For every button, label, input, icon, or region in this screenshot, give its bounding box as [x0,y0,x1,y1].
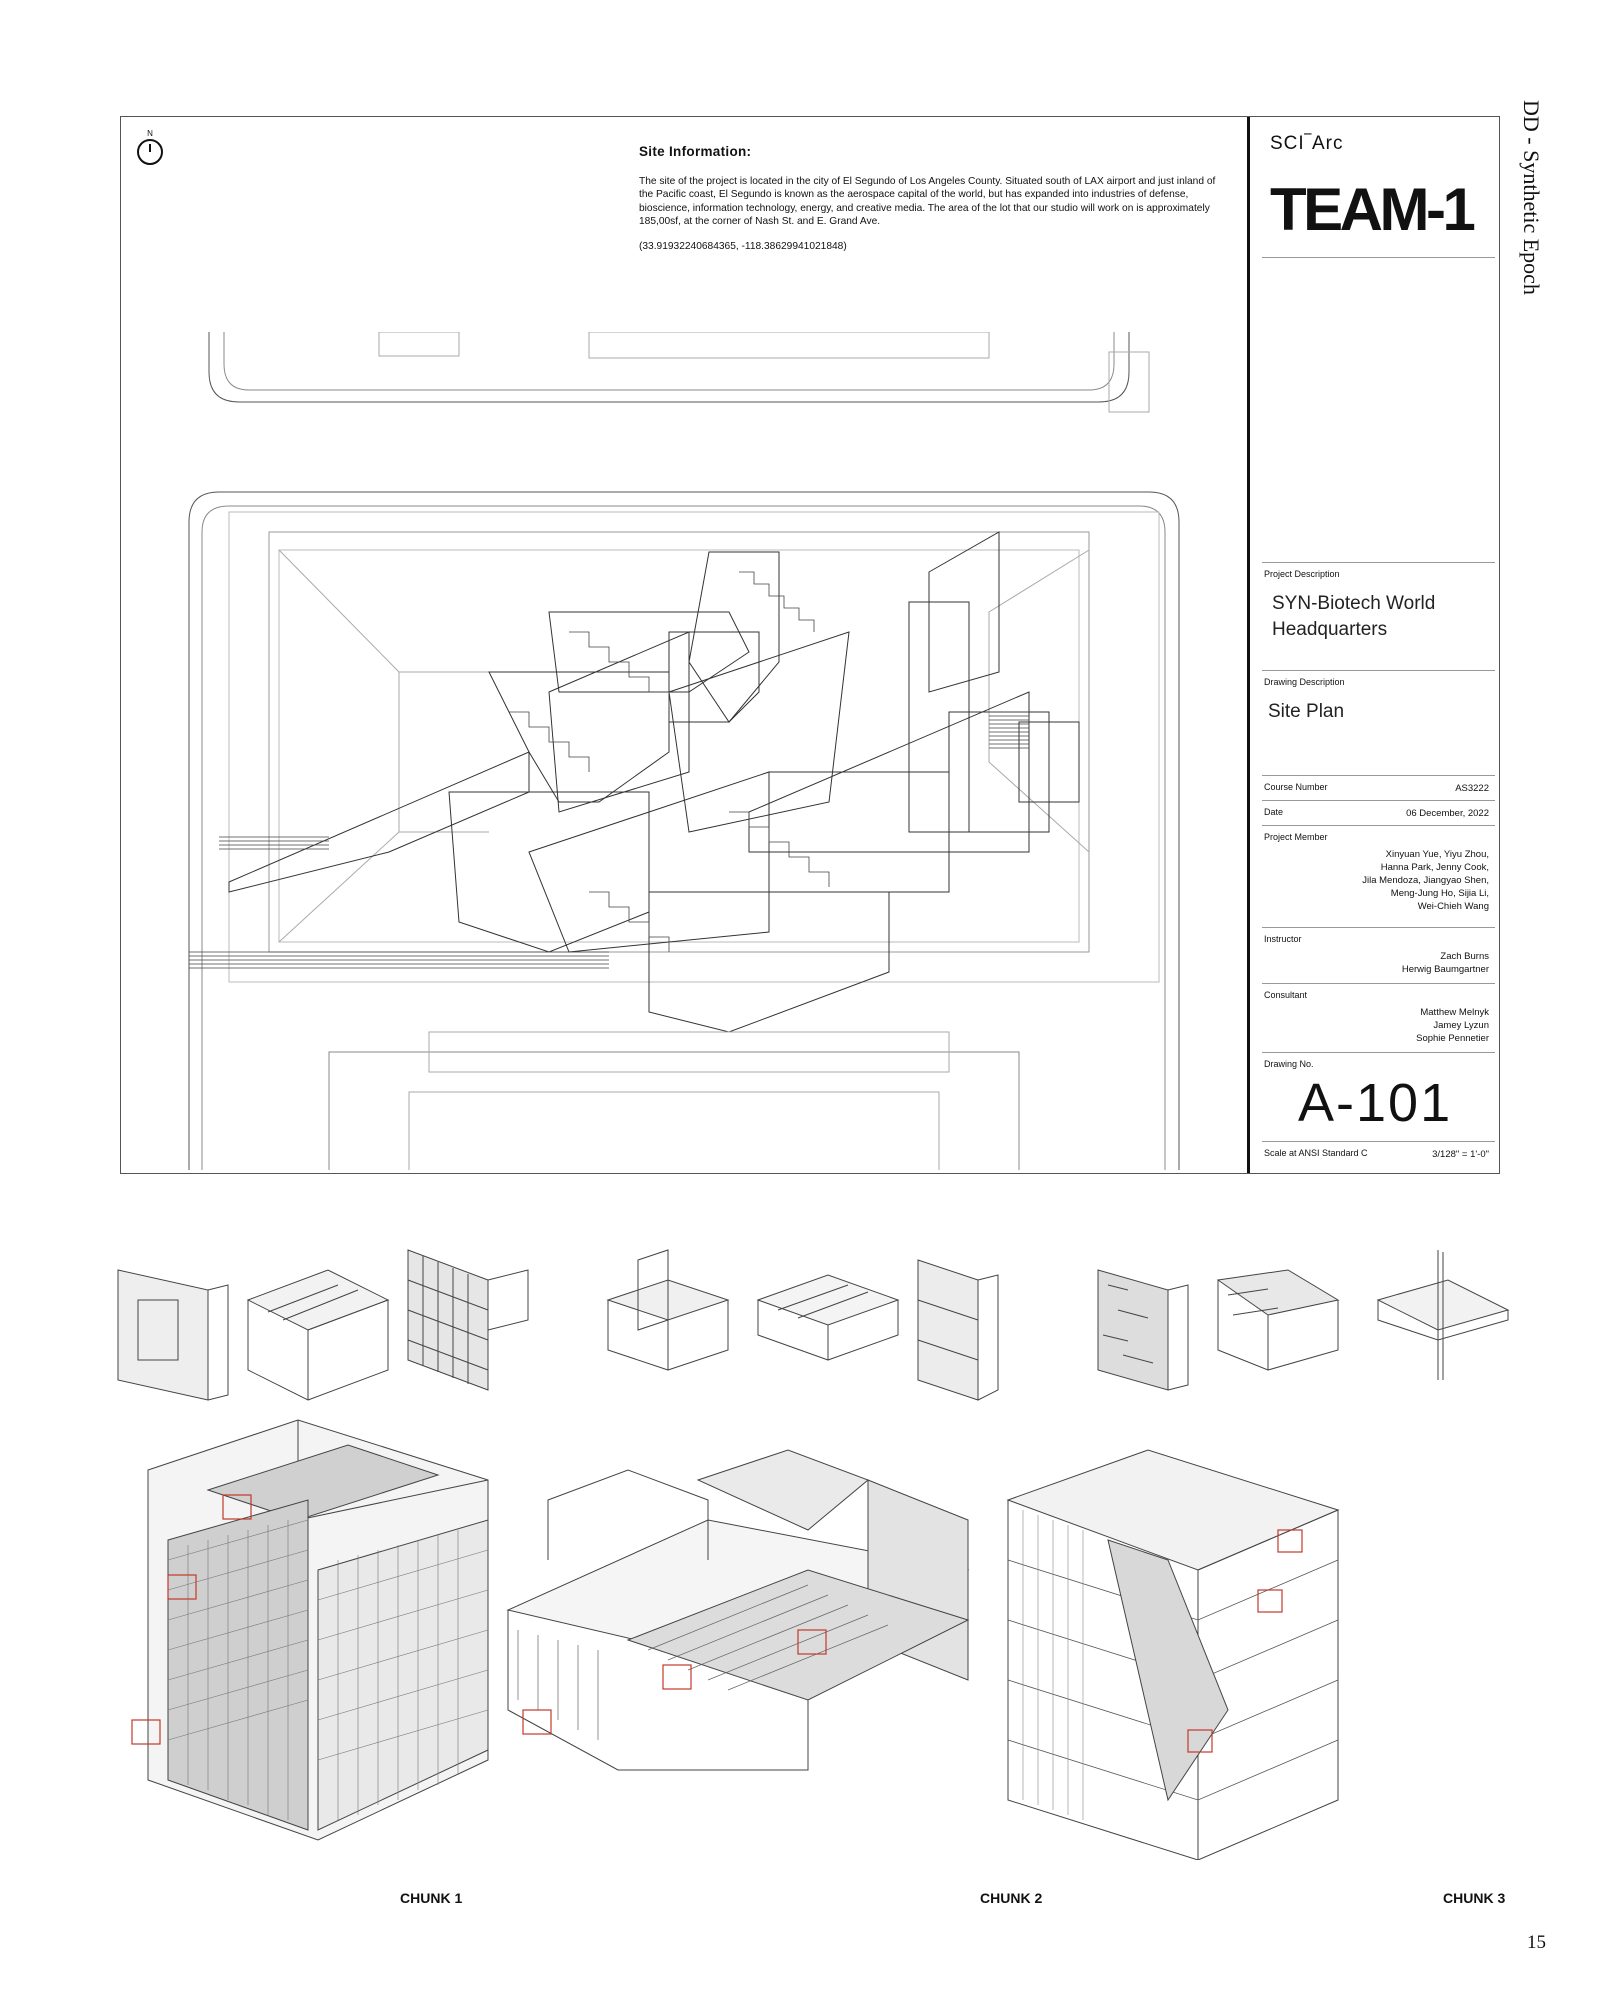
drawing-description-label: Drawing Description [1264,677,1345,687]
chunk-label: CHUNK 2 [980,1890,1043,1906]
detail-thumbnail [1218,1270,1338,1370]
instructor-line: Herwig Baumgartner [1401,964,1489,975]
team-name: TEAM-1 [1270,176,1473,243]
detail-thumbnail [918,1260,998,1400]
drawing-area [121,117,1245,1173]
project-member-line: Hanna Park, Jenny Cook, [1380,862,1489,873]
detail-thumbnail [1098,1270,1188,1390]
side-title: DD - Synthetic Epoch [1519,100,1544,295]
page-number: 15 [1527,1932,1546,1953]
date-value: 06 December, 2022 [1406,808,1489,819]
details-panel [108,1240,1548,1906]
consultant-line: Matthew Melnyk [1420,1007,1489,1018]
drawing-description: Site Plan [1268,701,1345,722]
chunk-3-drawing [1008,1450,1338,1860]
project-member-line: Xinyuan Yue, Yiyu Zhou, [1385,849,1489,860]
detail-thumbnail [118,1270,228,1400]
detail-thumbnail [408,1250,528,1390]
drawing-number: A-101 [1298,1073,1453,1133]
consultant-label: Consultant [1264,990,1308,1000]
detail-thumbnail [608,1250,728,1370]
site-information-body: The site of the project is located in the city of El Segundo of Los Angeles County. Situated south of LAX airport and just inland of the Pacific coast, El Segundo is known as the aerospace capital of the world, but has expanded into industries of defense, bioscience, information technology, energy, and creative media. The area of the lot that our studio will work on is approximately 185,00sf, at the corner of Nash St. and E. Grand Ave. [639,175,1216,227]
instructor-line: Zach Burns [1440,951,1489,962]
instructors [1402,950,1489,976]
sci-arc-logo: SCI‾Arc [1270,133,1344,154]
detail-thumbnail [1378,1250,1508,1380]
north-label: N [147,129,153,138]
details-drawing [108,1240,1548,1860]
chunk-1-drawing [132,1420,488,1840]
site-coordinates: (33.91932240684365, -118.38629941021848) [639,240,847,252]
project-member-label: Project Member [1264,832,1328,842]
site-information [639,145,1229,264]
chunk-2-drawing [508,1450,968,1770]
drawing-no-label: Drawing No. [1264,1059,1314,1069]
chunk-label: CHUNK 1 [400,1890,463,1906]
scale-value: 3/128" = 1'-0" [1432,1149,1489,1160]
consultant-line: Sophie Pennetier [1416,1033,1489,1044]
drawing-sheet [120,116,1500,1174]
detail-thumbnail [248,1270,388,1400]
project-description-label: Project Description [1264,569,1340,579]
project-members [1362,848,1489,913]
scale-label: Scale at ANSI Standard C [1264,1148,1368,1158]
north-arrow-icon [135,129,165,165]
site-information-title: Site Information: [639,144,752,159]
consultant-line: Jamey Lyzun [1433,1020,1489,1031]
consultants [1416,1006,1489,1045]
course-number-label: Course Number [1264,782,1328,792]
title-block [1247,117,1499,1173]
project-member-line: Wei-Chieh Wang [1417,901,1489,912]
course-number: AS3222 [1455,783,1489,794]
detail-thumbnail [758,1275,898,1360]
project-member-line: Jila Mendoza, Jiangyao Shen, [1362,875,1489,886]
project-description-line1: SYN-Biotech World [1272,593,1436,614]
chunk-label: CHUNK 3 [1443,1890,1506,1906]
project-description-line2: Headquarters [1272,619,1388,640]
site-plan-drawing [129,332,1241,1170]
instructor-label: Instructor [1264,934,1302,944]
date-label: Date [1264,807,1284,817]
project-member-line: Meng-Jung Ho, Sijia Li, [1390,888,1489,899]
